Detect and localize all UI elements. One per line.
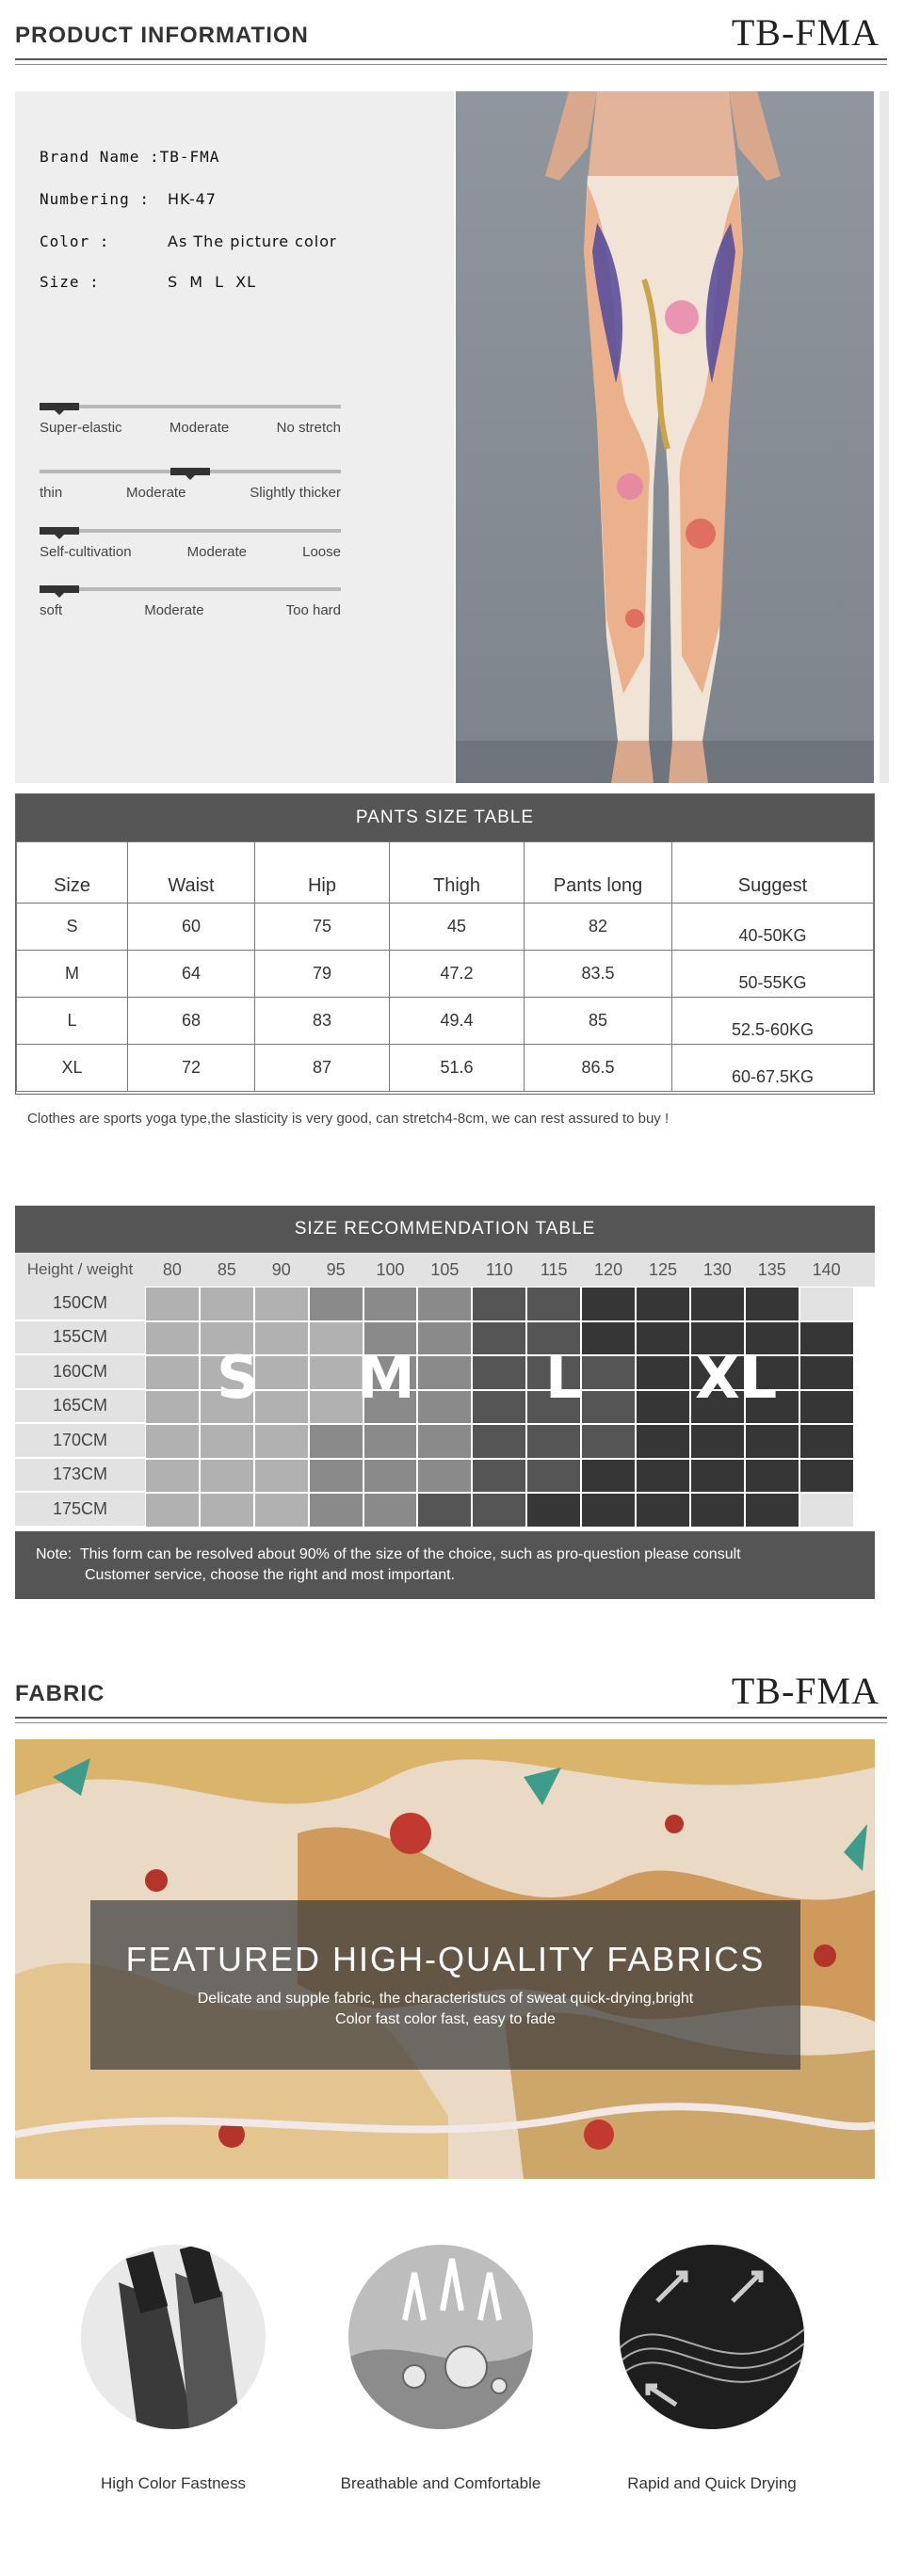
table-header-cell: Size	[17, 842, 128, 904]
feature-label: Breathable and Comfortable	[340, 2474, 541, 2492]
feature-label: High Color Fastness	[100, 2474, 246, 2492]
water-droplet-icon	[348, 2245, 533, 2429]
height-label: 165CM	[15, 1390, 145, 1425]
table-row	[17, 1045, 874, 1092]
size-cell	[417, 1459, 472, 1494]
table-header-cell: Thigh	[390, 842, 525, 904]
size-cell	[200, 1493, 254, 1528]
size-cell	[417, 1321, 472, 1356]
size-cell	[472, 1355, 526, 1390]
weight-header-cell: 95	[326, 1259, 346, 1279]
table-cell: 51.6	[390, 1045, 525, 1092]
height-label: 155CM	[15, 1321, 145, 1356]
size-cell	[472, 1321, 526, 1356]
weight-header-cell: 80	[162, 1259, 182, 1279]
photo-side-strip	[880, 91, 889, 783]
scale-label-low: thin	[40, 485, 63, 501]
numbering-label: Numbering :	[40, 190, 150, 208]
scale-marker	[170, 468, 210, 475]
fabric-banner	[15, 1739, 875, 2179]
recommendation-row	[15, 1493, 875, 1528]
size-cell	[799, 1287, 854, 1321]
color-value: As The picture color	[168, 232, 337, 250]
size-cell	[417, 1493, 472, 1528]
size-cell	[145, 1355, 200, 1390]
scale-marker	[40, 403, 79, 410]
table-header-cell: Hip	[255, 842, 390, 904]
note-line-2: Customer service, choose the right and most important.	[85, 1566, 456, 1583]
note-label: Note:	[36, 1545, 73, 1562]
table-cell: 79	[255, 951, 390, 998]
size-cell	[526, 1459, 581, 1494]
weight-header-cell: 85	[217, 1259, 236, 1279]
pants-table-title: PANTS SIZE TABLE	[16, 794, 874, 841]
table-row	[17, 904, 874, 951]
scale-label-mid: Moderate	[186, 544, 248, 560]
size-cell	[799, 1321, 854, 1356]
table-cell: 83.5	[525, 951, 672, 998]
size-cell	[417, 1424, 472, 1459]
size-cell	[254, 1424, 309, 1459]
weight-header-cell: 115	[540, 1259, 568, 1279]
height-weight-corner: Height / weight	[26, 1260, 134, 1278]
size-recommendation-table	[15, 1206, 875, 1599]
weight-header-cell: 90	[271, 1259, 291, 1279]
banner-title: FEATURED HIGH-QUALITY FABRICS	[125, 1940, 766, 1978]
weight-header-row	[15, 1253, 875, 1287]
pants-size-table	[15, 793, 875, 1095]
brand-name-row	[40, 148, 219, 166]
size-cell	[581, 1493, 636, 1528]
table-header-cell: Waist	[128, 842, 255, 904]
table-cell: 83	[255, 998, 390, 1045]
height-label: 160CM	[15, 1355, 145, 1390]
height-label: 150CM	[15, 1287, 145, 1321]
product-info-header	[15, 9, 887, 60]
size-cell	[745, 1287, 799, 1321]
size-cell	[254, 1355, 309, 1390]
size-cell	[636, 1493, 690, 1528]
size-cell	[799, 1459, 854, 1494]
size-cell	[745, 1493, 799, 1528]
size-letter-s: S	[217, 1343, 259, 1412]
table-cell: S	[17, 904, 128, 951]
feature-quick-drying	[599, 2245, 825, 2493]
size-cell	[636, 1321, 690, 1356]
table-cell: 49.4	[390, 998, 525, 1045]
size-cell	[254, 1459, 309, 1494]
feature-color-fastness	[60, 2245, 286, 2493]
size-cell	[309, 1459, 363, 1494]
size-letter-m: M	[357, 1343, 415, 1412]
size-cell	[145, 1287, 200, 1321]
scale-marker	[40, 585, 79, 593]
recommendation-row	[15, 1459, 875, 1494]
recommendation-note	[15, 1531, 875, 1599]
mesh-airflow-icon	[620, 2245, 804, 2429]
size-cell	[472, 1424, 526, 1459]
section-title: PRODUCT INFORMATION	[15, 23, 309, 48]
size-cell	[472, 1287, 526, 1321]
table-cell: 47.2	[390, 951, 525, 998]
size-cell	[200, 1424, 254, 1459]
brand-logo-text: TB-FMA	[731, 1670, 880, 1712]
size-cell	[309, 1287, 363, 1321]
scale-track	[40, 587, 341, 591]
size-cell	[363, 1493, 418, 1528]
table-cell: 40-50KG	[672, 904, 874, 951]
size-cell	[690, 1287, 745, 1321]
size-cell	[145, 1321, 200, 1356]
scale-label-high: Loose	[302, 544, 341, 560]
size-cell	[526, 1424, 581, 1459]
product-info-panel	[15, 91, 454, 783]
size-cell	[145, 1459, 200, 1494]
banner-line-2: Color fast color fast, easy to fade	[335, 2011, 556, 2027]
brand-name-value: TB-FMA	[159, 148, 220, 166]
size-letter-xl: XL	[695, 1343, 778, 1412]
size-cell	[799, 1424, 854, 1459]
recommendation-row	[15, 1287, 875, 1321]
size-cell	[363, 1424, 418, 1459]
numbering-row	[40, 190, 217, 208]
recommendation-grid	[15, 1287, 875, 1528]
size-cell	[581, 1287, 636, 1321]
size-letter-l: L	[545, 1343, 583, 1412]
table-cell: 87	[255, 1045, 390, 1092]
size-cell	[636, 1355, 690, 1390]
table-cell: M	[17, 951, 128, 998]
scale-label-low: Self-cultivation	[40, 544, 132, 560]
brand-logo-text: TB-FMA	[731, 11, 880, 54]
size-cell	[581, 1355, 636, 1390]
size-cell	[309, 1424, 363, 1459]
table-cell: 64	[128, 951, 255, 998]
size-cell	[472, 1390, 526, 1425]
recommendation-row	[15, 1424, 875, 1459]
size-cell	[581, 1321, 636, 1356]
size-cell	[581, 1459, 636, 1494]
table-cell: 52.5-60KG	[672, 998, 874, 1045]
table-cell: 68	[128, 998, 255, 1045]
size-cell	[200, 1459, 254, 1494]
size-cell	[636, 1390, 690, 1425]
size-cell	[799, 1390, 854, 1425]
note-line-1: This form can be resolved about 90% of the size of the choice, such as pro-question please consult	[79, 1545, 741, 1562]
size-row	[40, 273, 257, 291]
size-cell	[472, 1493, 526, 1528]
height-label: 170CM	[15, 1424, 145, 1459]
section-title: FABRIC	[15, 1681, 105, 1706]
weight-header-cell: 120	[594, 1259, 623, 1279]
scale-label-mid: Moderate	[126, 485, 186, 501]
size-cell	[636, 1459, 690, 1494]
weight-header-cell: 130	[702, 1259, 732, 1279]
size-value: S M L XL	[168, 273, 257, 291]
table-cell: 60	[128, 904, 255, 951]
size-cell	[690, 1493, 745, 1528]
size-cell	[363, 1287, 418, 1321]
scale-label-mid: Moderate	[169, 420, 230, 436]
scale-label-mid: Moderate	[144, 602, 204, 618]
table-cell: 75	[255, 904, 390, 951]
height-label: 175CM	[15, 1493, 145, 1528]
size-cell	[745, 1459, 799, 1494]
size-cell	[472, 1459, 526, 1494]
size-cell	[145, 1390, 200, 1425]
table-header-row	[17, 842, 874, 904]
table-cell: 45	[390, 904, 525, 951]
size-cell	[254, 1287, 309, 1321]
table-cell: XL	[17, 1045, 128, 1092]
table-row	[17, 998, 874, 1045]
scale-track	[40, 529, 341, 533]
scale-label-low: soft	[40, 602, 63, 618]
banner-text-overlay	[90, 1900, 800, 2070]
feature-breathable	[328, 2245, 554, 2493]
size-label: Size :	[40, 273, 100, 291]
size-cell	[799, 1493, 854, 1528]
table-cell: L	[17, 998, 128, 1045]
size-cell	[145, 1424, 200, 1459]
fabric-header	[15, 1668, 887, 1719]
size-cell	[526, 1287, 581, 1321]
size-cell	[254, 1493, 309, 1528]
size-cell	[363, 1459, 418, 1494]
table-cell: 72	[128, 1045, 255, 1092]
weight-header-cell: 100	[376, 1259, 405, 1279]
size-cell	[254, 1390, 309, 1425]
scale-track	[40, 405, 341, 408]
size-cell	[309, 1493, 363, 1528]
pants-table-grid	[16, 841, 874, 1092]
size-cell	[799, 1355, 854, 1390]
numbering-value: HK-47	[168, 190, 217, 208]
weight-header-cell: 140	[812, 1259, 841, 1279]
scale-label-high: Too hard	[285, 602, 341, 618]
size-cell	[254, 1321, 309, 1356]
table-row	[17, 951, 874, 998]
weight-header-cell: 135	[757, 1259, 786, 1279]
size-cell	[309, 1355, 363, 1390]
size-cell	[309, 1321, 363, 1356]
brand-name-label: Brand Name :	[40, 148, 160, 166]
weight-header-cell: 125	[648, 1259, 677, 1279]
size-cell	[309, 1390, 363, 1425]
table-cell: 60-67.5KG	[672, 1045, 874, 1092]
size-cell	[581, 1424, 636, 1459]
leggings-model-image	[456, 91, 874, 783]
size-cell	[690, 1424, 745, 1459]
size-cell	[145, 1493, 200, 1528]
stretch-note: Clothes are sports yoga type,the slasticity is very good, can stretch4-8cm, we can rest assured to buy !	[27, 1111, 670, 1127]
table-cell: 86.5	[525, 1045, 672, 1092]
recommendation-title: SIZE RECOMMENDATION TABLE	[15, 1206, 875, 1253]
table-header-cell: Suggest	[672, 842, 874, 904]
size-cell	[581, 1390, 636, 1425]
table-cell: 85	[525, 998, 672, 1045]
product-photo	[456, 91, 874, 783]
color-label: Color :	[40, 232, 110, 250]
height-label: 173CM	[15, 1459, 145, 1494]
color-row	[40, 232, 337, 250]
size-cell	[417, 1355, 472, 1390]
size-cell	[417, 1287, 472, 1321]
size-cell	[417, 1390, 472, 1425]
table-cell: 82	[525, 904, 672, 951]
size-cell	[526, 1493, 581, 1528]
scale-label-high: No stretch	[276, 420, 341, 436]
feature-label: Rapid and Quick Drying	[627, 2474, 797, 2492]
size-cell	[200, 1287, 254, 1321]
table-header-cell: Pants long	[525, 842, 672, 904]
size-cell	[636, 1424, 690, 1459]
size-cell	[690, 1459, 745, 1494]
paint-brush-icon	[81, 2245, 266, 2429]
size-cell	[745, 1424, 799, 1459]
size-cell	[636, 1287, 690, 1321]
table-cell: 50-55KG	[672, 951, 874, 998]
weight-header-cell: 105	[430, 1259, 460, 1279]
scale-marker	[40, 527, 79, 535]
scale-label-high: Slightly thicker	[250, 485, 341, 501]
scale-label-low: Super-elastic	[40, 420, 122, 436]
weight-header-cell: 110	[485, 1259, 513, 1279]
banner-line-1: Delicate and supple fabric, the characteristucs of sweat quick-drying,bright	[197, 1991, 694, 2007]
